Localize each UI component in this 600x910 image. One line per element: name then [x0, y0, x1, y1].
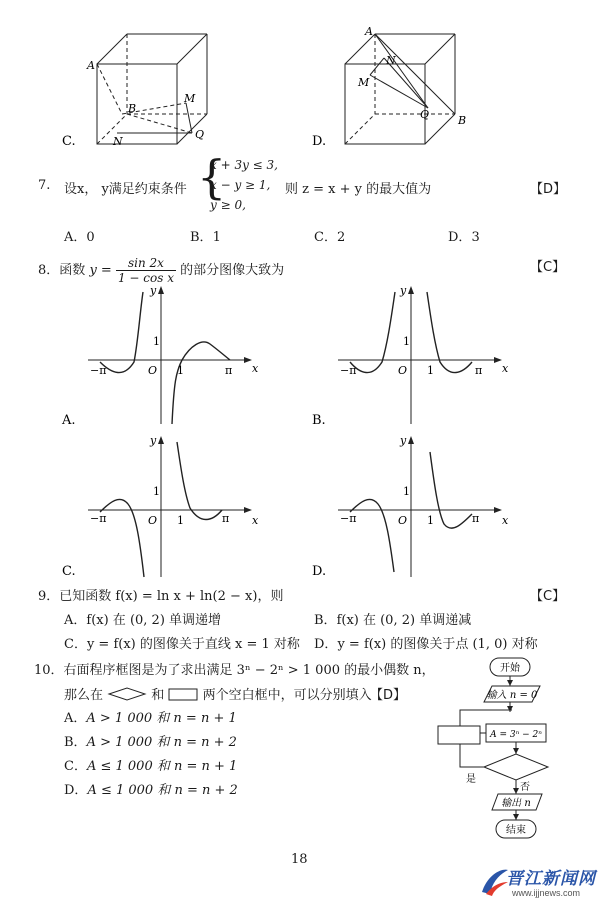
svg-text:−π: −π: [340, 512, 357, 525]
svg-text:B: B: [458, 114, 467, 127]
svg-text:M: M: [358, 76, 370, 89]
svg-text:1: 1: [177, 514, 184, 527]
q10-option-c: C．A ≤ 1 000 和 n = n + 1: [64, 759, 238, 774]
svg-text:1: 1: [177, 364, 184, 377]
svg-text:1: 1: [403, 335, 410, 348]
svg-text:1: 1: [153, 485, 160, 498]
svg-text:y: y: [400, 284, 407, 297]
flow-diamond: [484, 754, 548, 780]
svg-text:结束: 结束: [506, 825, 526, 836]
svg-text:1: 1: [427, 514, 434, 527]
svg-text:输入 n = 0: 输入 n = 0: [486, 690, 538, 701]
svg-text:y: y: [150, 434, 157, 447]
graph-d: [310, 432, 540, 580]
q9-option-d: D．y = f(x) 的图像关于点 (1, 0) 对称: [314, 637, 538, 652]
q7-constraint-1: x + 3y ≤ 3,: [210, 158, 278, 172]
svg-text:O: O: [398, 514, 408, 527]
q9-option-c: C．y = f(x) 的图像关于直线 x = 1 对称: [64, 637, 300, 652]
rect-blank-icon: [168, 688, 198, 701]
cube-figure-c: [60, 20, 290, 155]
cube-figure-d: [310, 20, 540, 155]
watermark-logo: [478, 862, 596, 904]
q7-option-d: D．3: [448, 230, 480, 245]
q7-option-b: B．1: [190, 230, 221, 245]
svg-text:A = 3ⁿ − 2ⁿ: A = 3ⁿ − 2ⁿ: [490, 730, 542, 740]
svg-text:O: O: [398, 364, 408, 377]
q10-option-b: B．A > 1 000 和 n = n + 2: [64, 735, 237, 750]
option-d-label: D.: [312, 134, 327, 149]
label-a: A: [87, 59, 95, 72]
svg-text:−π: −π: [340, 364, 357, 377]
q8-fraction: $\frac{\sin 2x}{\text{1 − cos x}}$: [117, 256, 174, 285]
svg-text:π: π: [225, 364, 233, 377]
q7-number: 7.: [38, 178, 51, 193]
diamond-blank-icon: [107, 687, 147, 701]
svg-text:1: 1: [153, 335, 160, 348]
svg-text:x: x: [502, 514, 509, 527]
flowchart: [430, 652, 555, 844]
svg-text:输出 n: 输出 n: [501, 798, 531, 809]
graph-d-label: D.: [312, 564, 327, 579]
label-m: M: [184, 92, 196, 105]
q10-line1: 10．右面程序框图是为了求出满足 3ⁿ − 2ⁿ > 1 000 的最小偶数 n，: [34, 663, 435, 678]
label-n: N: [113, 135, 123, 148]
svg-text:Q: Q: [420, 108, 430, 121]
svg-text:y: y: [400, 434, 407, 447]
svg-text:1: 1: [403, 485, 410, 498]
q7-constraint-2: x − y ≥ 1,: [210, 178, 271, 192]
q10-answer: 【D】: [370, 688, 407, 703]
svg-text:A: A: [365, 25, 373, 38]
q7-text-after: 则 z = x + y 的最大值为: [285, 182, 432, 197]
q10-option-d: D．A ≤ 1 000 和 n = n + 2: [64, 783, 238, 798]
svg-text:x: x: [252, 514, 259, 527]
svg-text:是: 是: [466, 774, 476, 785]
page-number: 18: [291, 852, 308, 867]
graph-c-label: C.: [62, 564, 76, 579]
q9-answer: 【C】: [530, 589, 566, 604]
q9-option-a: A．f(x) 在 (0, 2) 单调递增: [64, 613, 222, 628]
watermark-brand: 晋江新闻网: [506, 869, 596, 889]
svg-text:π: π: [472, 512, 480, 525]
q9-question: 9．已知函数 f(x) = ln x + ln(2 − x)，则: [38, 589, 284, 604]
svg-text:否: 否: [520, 782, 530, 793]
svg-text:−π: −π: [90, 364, 107, 377]
graph-a-label: A.: [62, 413, 76, 427]
q7-answer: 【D】: [530, 182, 567, 197]
q7-text-before: 设x， y满足约束条件: [64, 182, 187, 197]
q8-answer: 【C】: [530, 260, 566, 275]
q7-option-c: C．2: [314, 230, 346, 245]
svg-text:x: x: [502, 362, 509, 375]
q7-constraint-3: y ≥ 0,: [210, 198, 246, 212]
watermark-url: www.ijjnews.com: [512, 888, 581, 898]
q7-brace: {: [197, 150, 227, 204]
graph-a: [60, 282, 290, 427]
label-q: Q: [195, 128, 205, 141]
q7-option-a: A．0: [64, 230, 95, 245]
q9-option-b: B．f(x) 在 (0, 2) 单调递减: [314, 613, 472, 628]
option-c-label: C.: [62, 134, 76, 149]
svg-text:π: π: [222, 512, 230, 525]
svg-text:−π: −π: [90, 512, 107, 525]
svg-text:x: x: [252, 362, 259, 375]
svg-text:1: 1: [427, 364, 434, 377]
svg-text:N: N: [386, 54, 396, 67]
svg-text:O: O: [148, 514, 158, 527]
q10-line2: 那么在 和 两个空白框中，可以分别填入: [64, 688, 372, 703]
svg-text:开始: 开始: [500, 663, 520, 674]
q8-question: 8．函数 y = $\frac{\sin 2x}{\text{1 − cos x}}$ 的部分图像大致为: [38, 256, 285, 285]
svg-text:O: O: [148, 364, 158, 377]
svg-text:y: y: [150, 284, 157, 297]
q10-option-a: A．A > 1 000 和 n = n + 1: [64, 711, 237, 726]
graph-b-label: B.: [312, 413, 326, 427]
flow-blank-rect: [438, 726, 480, 744]
graph-b: [310, 282, 540, 427]
graph-c: [60, 432, 290, 580]
svg-text:π: π: [475, 364, 483, 377]
label-b: B: [128, 102, 137, 115]
